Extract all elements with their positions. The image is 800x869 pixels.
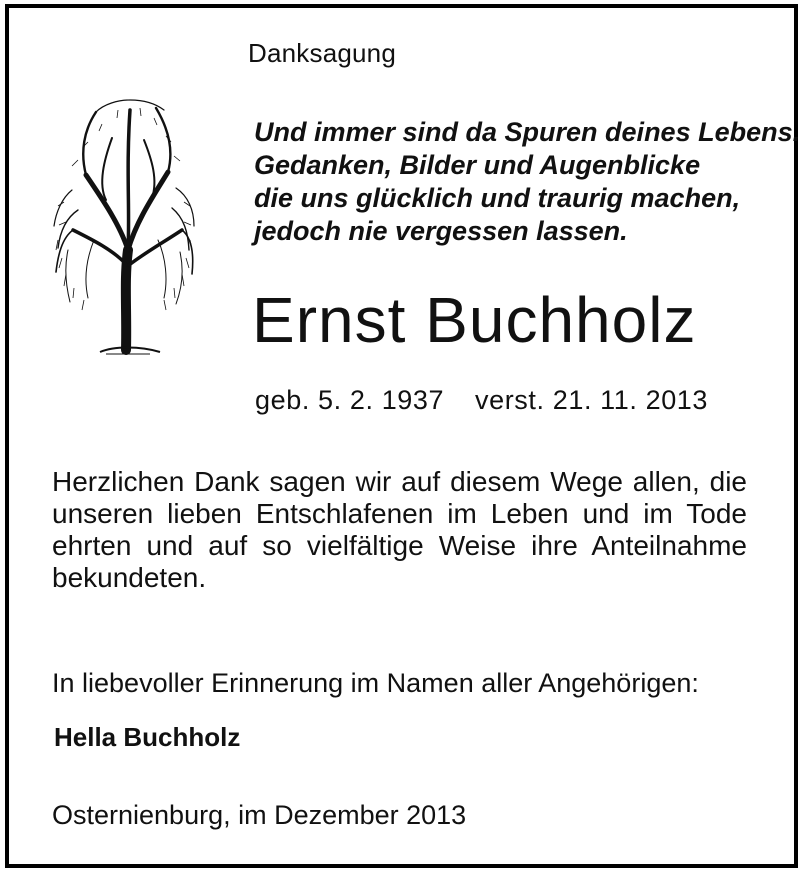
- place-date: Osternienburg, im Dezember 2013: [52, 800, 467, 830]
- notice-title: Danksagung: [248, 38, 396, 68]
- thanks-text: Herzlichen Dank sagen wir auf diesem Wege allen, die unseren lieben Entschlafenen im Leben und im Tode ehrten und auf so vielfältige Weise ihre Anteilnahme bekundeten.: [52, 466, 747, 593]
- quote-line: Gedanken, Bilder und Augenblicke: [254, 150, 701, 180]
- signer-name: Hella Buchholz: [54, 722, 241, 752]
- quote-line: jedoch nie vergessen lassen.: [254, 216, 628, 246]
- death-date: verst. 21. 11. 2013: [475, 385, 709, 415]
- tree-icon: [48, 90, 200, 358]
- quote-line: Und immer sind da Spuren deines Lebens.: [254, 117, 800, 147]
- birth-date: geb. 5. 2. 1937: [255, 385, 445, 415]
- memorial-quote: [254, 116, 800, 248]
- quote-line: die uns glücklich und traurig machen,: [254, 183, 741, 213]
- remembrance-line: In liebevoller Erinnerung im Namen aller Angehörigen:: [52, 668, 699, 698]
- deceased-name: Ernst Buchholz: [252, 284, 697, 356]
